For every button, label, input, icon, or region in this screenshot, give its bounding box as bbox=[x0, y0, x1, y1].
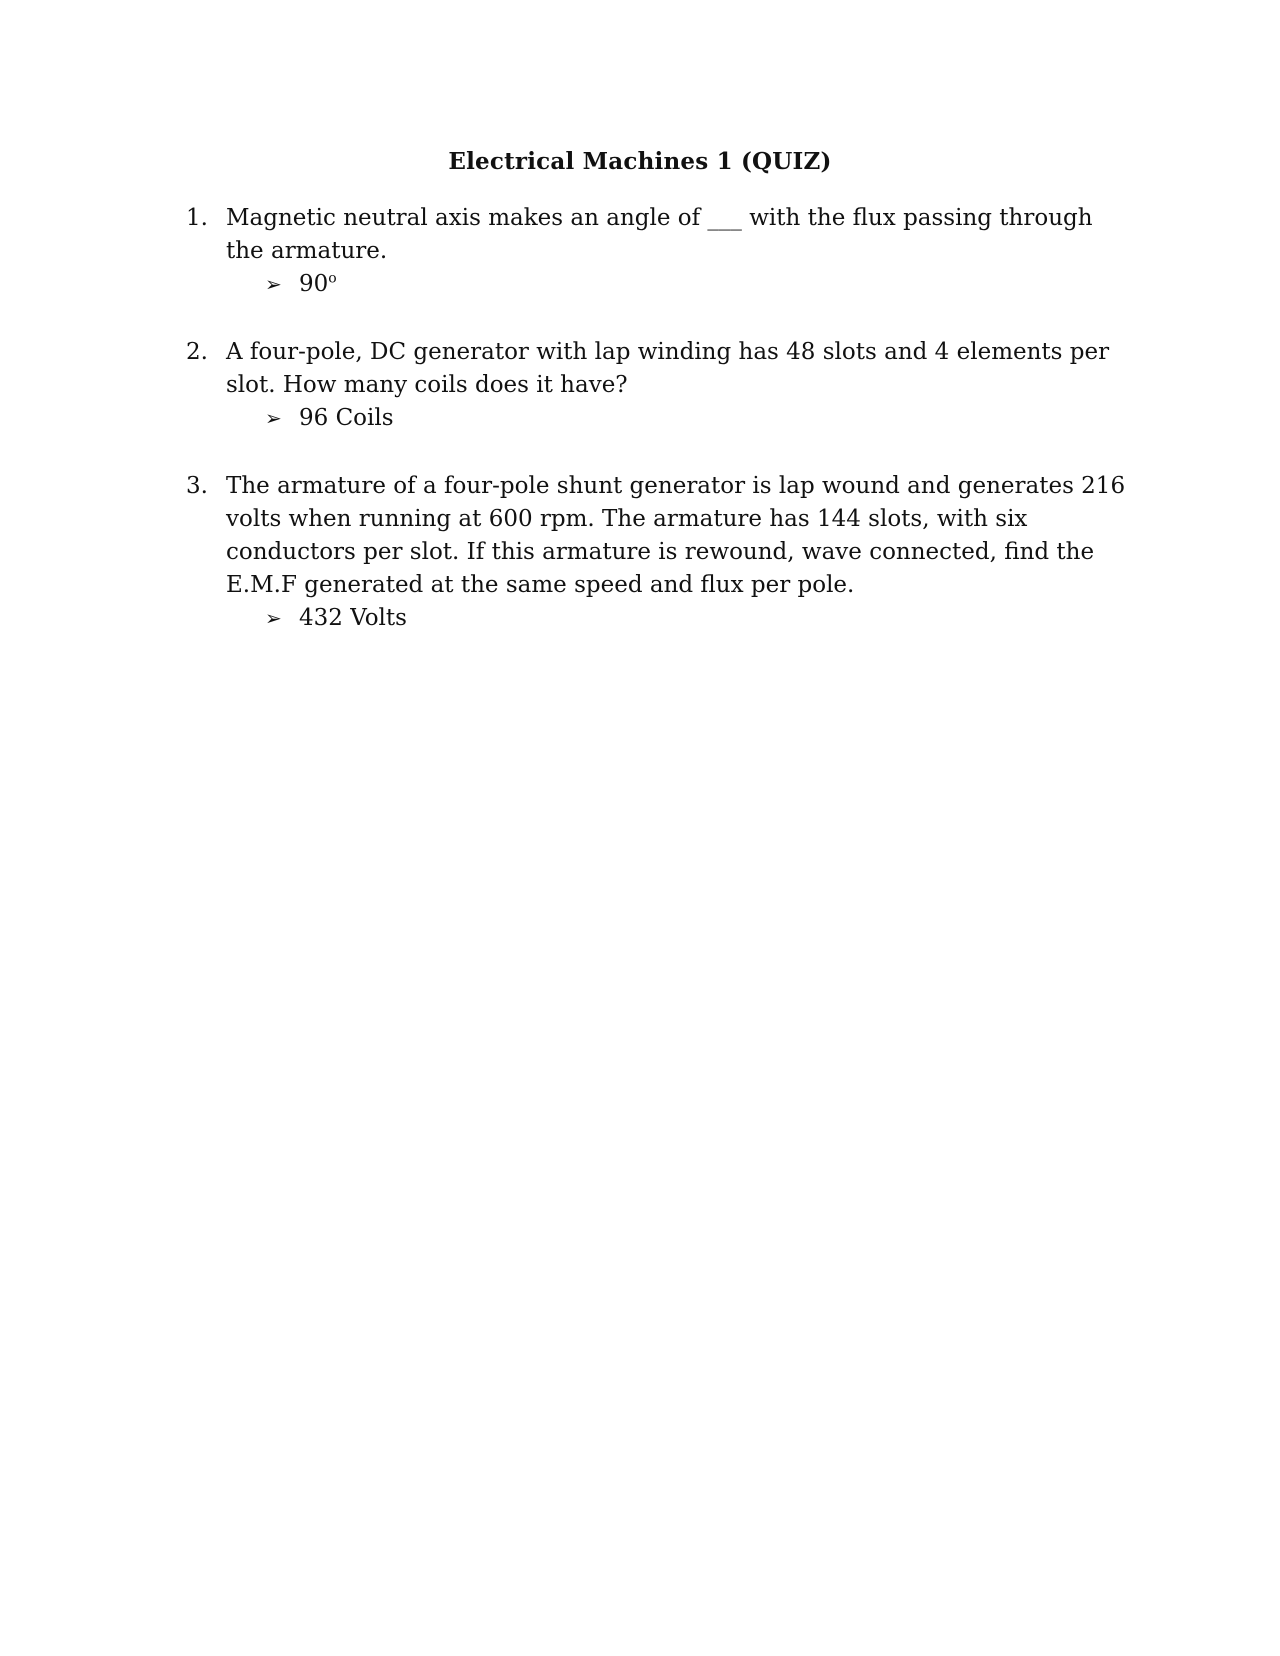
question-number: 3. bbox=[186, 473, 208, 499]
answer-text: 96 Coils bbox=[299, 405, 394, 431]
question-3 bbox=[186, 470, 1126, 635]
answer-2 bbox=[265, 402, 1126, 435]
arrowhead-bullet-icon: ➢ bbox=[265, 606, 282, 630]
answer-text: 90$^o$ bbox=[299, 270, 337, 297]
question-text: The armature of a four-pole shunt generator is lap wound and generates 216 volts when running at 600 rpm. The armature has 144 slots, with six conductors per slot. If this armature is rewound, wave connected, find the E.M.F generated at the same speed and flux per pole. bbox=[226, 473, 1126, 598]
answer-text: 432 Volts bbox=[299, 605, 407, 631]
answer-3 bbox=[265, 602, 1126, 635]
question-1 bbox=[186, 202, 1126, 301]
question-number: 2. bbox=[186, 339, 208, 365]
arrowhead-bullet-icon: ➢ bbox=[265, 272, 282, 296]
question-text: Magnetic neutral axis makes an angle of ___ with the flux passing through the armature. bbox=[226, 205, 1093, 264]
arrowhead-bullet-icon: ➢ bbox=[265, 406, 282, 430]
question-text: A four-pole, DC generator with lap winding has 48 slots and 4 elements per slot. How many coils does it have? bbox=[226, 339, 1110, 398]
answer-1 bbox=[265, 268, 1126, 301]
page-title: Electrical Machines 1 (QUIZ) bbox=[448, 148, 832, 175]
question-number: 1. bbox=[186, 205, 208, 231]
degree-superscript: o bbox=[328, 270, 337, 287]
question-2 bbox=[186, 336, 1126, 435]
